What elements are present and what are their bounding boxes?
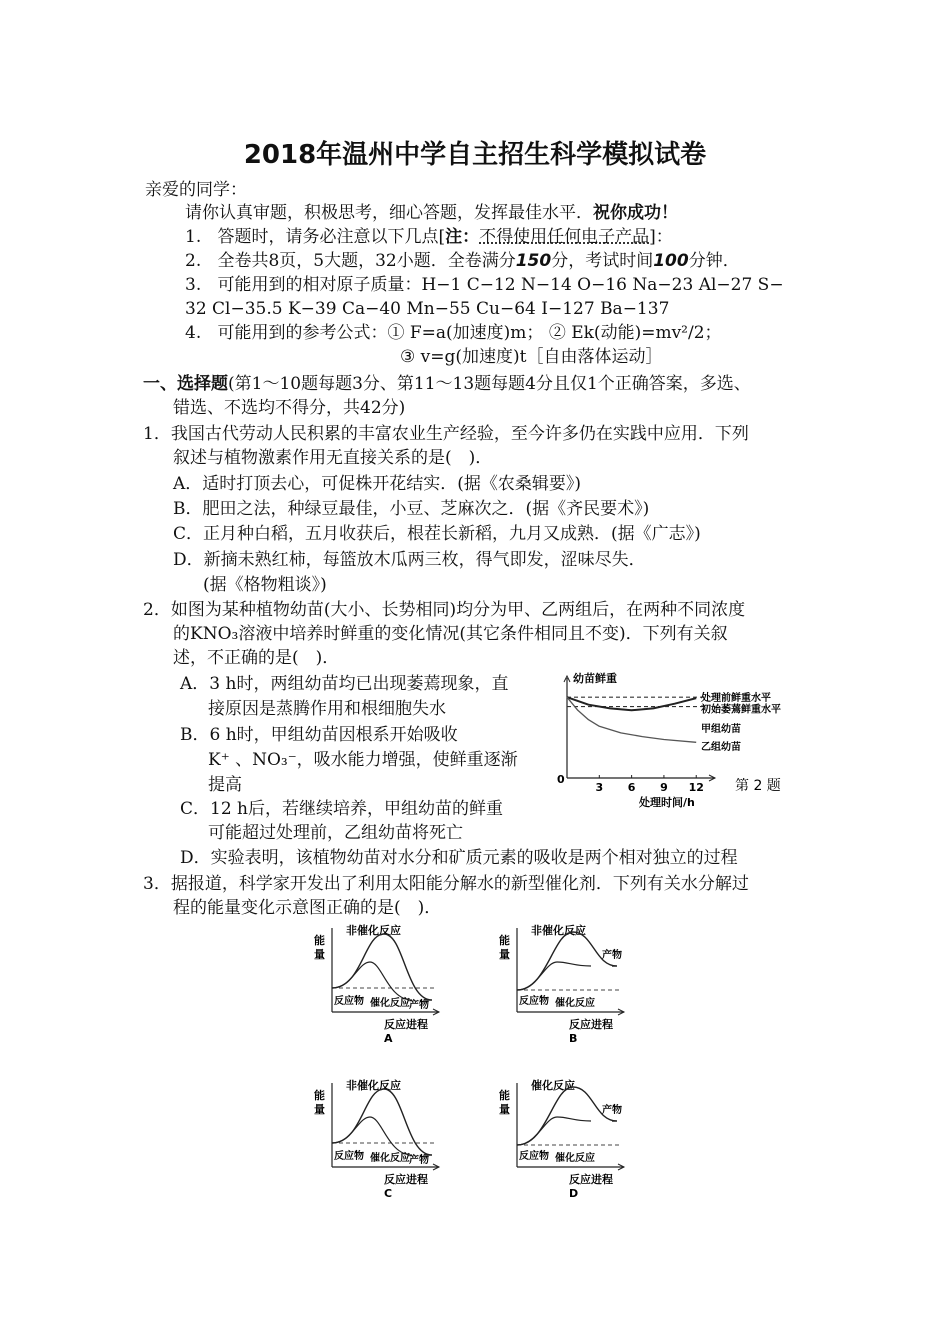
page-title: 2018年温州中学自主招生科学模拟试卷 [243,140,707,170]
y-axis-label: 能 [314,934,325,947]
catalyzed-label: 催化反应 [555,998,595,1009]
note-text-mid: 分，考试时间 [551,251,654,271]
q1-option-d: D．新摘未熟红柿，每篮放木瓜两三枚，得气即发，涩味尽失． [173,550,646,570]
note-1 [185,225,673,250]
reference-line-label: 初始萎蔫鲜重水平 [701,704,781,716]
catalyzed-curve [517,1117,591,1145]
q1-stem-cont: 叙述与植物激素作用无直接关系的是( )． [173,448,493,468]
q2-option-a: A．3 h时，两组幼苗均已出现萎蔫现象，直 [180,674,509,694]
section-title: 一、选择题 [143,374,228,394]
note-3-cont: 32 Cl−35.5 K−39 Ca−40 Mn−55 Cu−64 I−127 Ba−137 [185,299,670,319]
q3-stem-cont: 程的能量变化示意图正确的是( )． [173,898,442,918]
product-label: 产物 [602,950,622,961]
q2-option-c-cont: 可能超过处理前，乙组幼苗将死亡 [208,823,463,843]
diagram-letter: A [384,1032,393,1045]
note-number: 3. [185,275,202,295]
note-number: 4. [185,323,202,343]
x-tick-label: 3 [595,781,604,794]
product-label: 产物 [409,1000,429,1011]
y-axis-label: 能 [314,1089,325,1102]
y-axis-label: 量 [314,948,325,961]
note-text-end: ]： [649,227,673,247]
uncatalyzed-curve [517,932,617,990]
note-number: 2. [185,251,202,271]
reactant-label: 反应物 [334,996,364,1007]
q2-option-d: D．实验表明，该植物幼苗对水分和矿质元素的吸收是两个相对独立的过程 [180,848,738,868]
origin-label: 0 [557,773,565,786]
diagram-letter: B [569,1032,578,1045]
reactant-label: 反应物 [519,996,549,1007]
note-4 [185,321,722,346]
note-text: 答题时，请务必注意以下几点[ [217,227,446,247]
y-axis-label: 幼苗鲜重 [573,672,617,685]
intro-bold: 祝你成功！ [593,203,678,223]
catalyzed-label: 催化反应 [370,1153,410,1164]
y-axis-label: 能 [499,934,510,947]
note-bold: 注： [445,227,480,247]
note-4-cont: ③ v=g(加速度)t［自由落体运动］ [400,347,663,367]
intro-text: 请你认真审题，积极思考，细心答题，发挥最佳水平． [185,203,593,223]
q2-option-c: C．12 h后，若继续培养，甲组幼苗的鲜重 [180,799,503,819]
q2-option-b: B．6 h时，甲组幼苗因根系开始吸收 [180,725,458,745]
x-tick-label: 9 [660,781,668,794]
uncatalyzed-curve [332,934,432,1000]
x-axis-label: 反应进程 [384,1173,428,1186]
q1-option-d-source: (据《格物粗谈》) [203,575,327,595]
note-text: 可能用到的相对原子质量：H−1 C−12 N−14 O−16 Na−23 Al−27 S− [217,275,784,295]
energy-diagram-c [310,1075,470,1200]
q2-option-a-cont: 接原因是蒸腾作用和根细胞失水 [208,699,446,719]
intro-line [185,201,678,226]
product-label: 产物 [409,1155,429,1166]
y-axis-label: 能 [499,1089,510,1102]
q2-chart [555,670,815,815]
greeting: 亲爱的同学： [145,180,247,200]
series-label: 甲组幼苗 [701,724,741,735]
q2-stem-cont: 的KNO₃溶液中培养时鲜重的变化情况(其它条件相同且不变)．下列有关叙 [173,624,728,644]
energy-diagram-a [310,920,470,1045]
note-text-end: 分钟． [688,251,740,271]
series-label: 乙组幼苗 [701,742,741,753]
y-axis-label: 量 [314,1103,325,1116]
catalyzed-label: 催化反应 [370,998,410,1009]
diagram-letter: D [569,1187,579,1200]
note-2 [185,249,740,274]
section-desc: (第1～10题每题3分、第11～13题每题4分且仅1个正确答案，多选、 [228,374,751,394]
q2-option-b-cont2: 提高 [208,775,242,795]
energy-diagram-d [495,1075,655,1200]
q2-stem: 2．如图为某种植物幼苗(大小、长势相同)均分为甲、乙两组后，在两种不同浓度 [143,600,746,620]
top-curve-label: 非催化反应 [346,924,401,937]
q2-caption: 第 2 题 [735,778,781,794]
product-label: 产物 [602,1105,622,1116]
y-axis-label: 量 [499,1103,510,1116]
reference-line-label: 处理前鲜重水平 [701,693,771,705]
note-dotted: 不得使用任何电子产品 [479,227,650,247]
x-tick-label: 6 [627,781,636,794]
catalyzed-curve [332,962,412,1000]
top-curve-label: 非催化反应 [531,924,586,937]
energy-diagram-b [495,920,655,1045]
reactant-label: 反应物 [334,1151,364,1162]
note-3 [185,273,784,298]
diagram-letter: C [384,1187,393,1200]
full-score: 150 [515,251,552,271]
x-axis-label: 反应进程 [569,1173,613,1186]
exam-time: 100 [653,251,689,271]
q2-option-b-cont: K⁺ 、NO₃⁻，吸水能力增强，使鲜重逐渐 [208,750,518,770]
note-text: 可能用到的参考公式：① F=a(加速度)m； ② Ek(动能)=mv²/2； [217,323,722,343]
uncatalyzed-curve [517,1087,617,1145]
catalyzed-label: 催化反应 [555,1153,595,1164]
catalyzed-curve [332,1117,412,1155]
section-heading [143,372,751,397]
x-tick-label: 12 [688,781,704,794]
y-axis-label: 量 [499,948,510,961]
q1-option-c: C．正月种白稻，五月收获后，根茬长新稻，九月又成熟．(据《广志》) [173,524,701,544]
series-line [567,697,696,710]
x-axis-label: 处理时间/h [639,796,695,809]
x-axis-label: 反应进程 [384,1018,428,1031]
top-curve-label: 非催化反应 [346,1079,401,1092]
reactant-label: 反应物 [519,1151,549,1162]
section-desc-cont: 错选、不选均不得分，共42分) [173,398,406,418]
q1-option-b: B．肥田之法，种绿豆最佳，小豆、芝麻次之．(据《齐民要术》) [173,499,650,519]
q2-stem-cont2: 述，不正确的是( )． [173,648,340,668]
uncatalyzed-curve [332,1089,432,1155]
top-curve-label: 催化反应 [531,1079,575,1092]
catalyzed-curve [517,962,591,990]
q3-stem: 3．据报道，科学家开发出了利用太阳能分解水的新型催化剂．下列有关水分解过 [143,874,749,894]
note-number: 1. [185,227,202,247]
q1-option-a: A．适时打顶去心，可促株开花结实．(据《农桑辑要》) [173,474,582,494]
note-text: 全卷共8页，5大题，32小题．全卷满分 [217,251,516,271]
x-axis-label: 反应进程 [569,1018,613,1031]
q1-stem: 1．我国古代劳动人民积累的丰富农业生产经验，至今许多仍在实践中应用．下列 [143,424,749,444]
